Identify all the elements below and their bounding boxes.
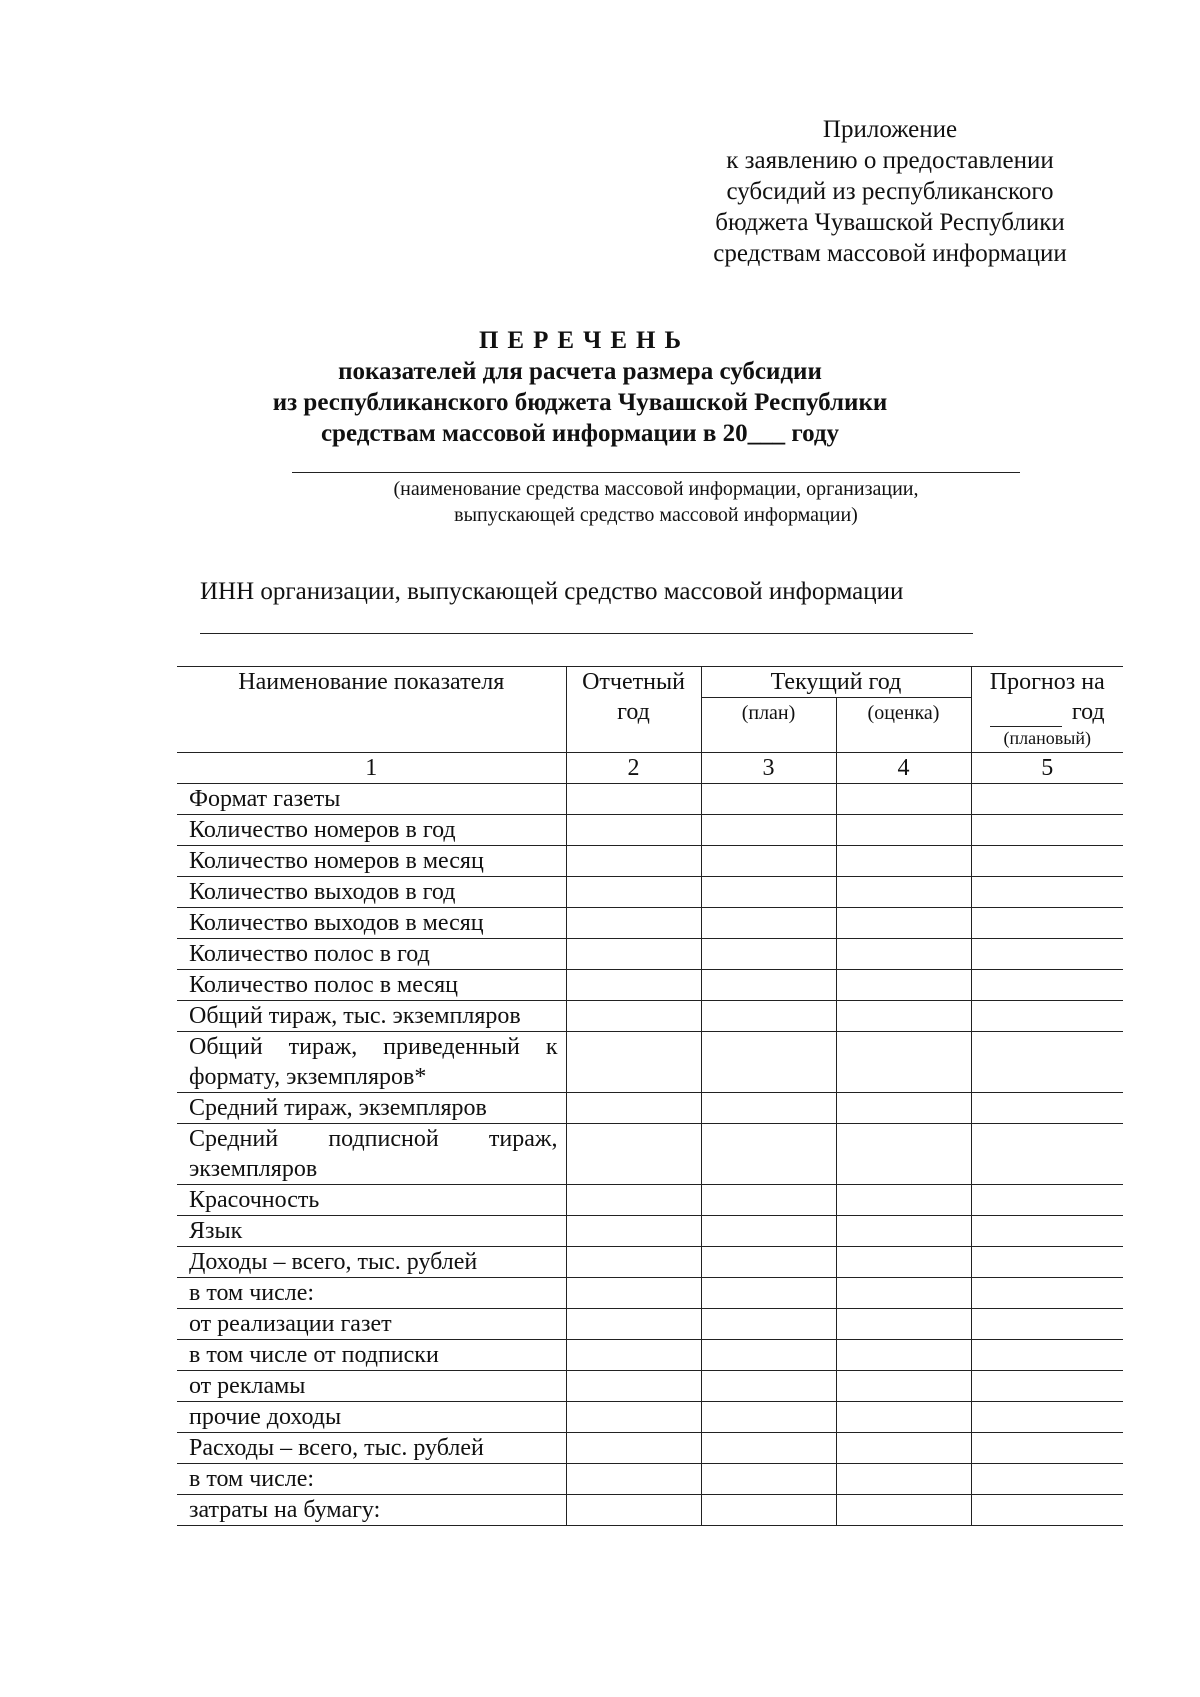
appendix-line: бюджета Чувашской Республики [715, 209, 1065, 236]
forecast-sub: (плановый) [1003, 728, 1091, 748]
plan-cell[interactable] [701, 1371, 836, 1402]
reporting-year-cell[interactable] [566, 1093, 701, 1124]
forecast-cell[interactable] [971, 1464, 1123, 1495]
indicator-name: Средний подписной тираж, экземпляров [177, 1124, 566, 1185]
forecast-cell[interactable] [971, 1093, 1123, 1124]
plan-cell[interactable] [701, 908, 836, 939]
plan-cell[interactable] [701, 1093, 836, 1124]
reporting-year-cell[interactable] [566, 1309, 701, 1340]
reporting-year-cell[interactable] [566, 1371, 701, 1402]
appendix-line: Приложение [822, 116, 958, 143]
forecast-cell[interactable] [971, 1124, 1123, 1185]
header-plan: (план) [701, 698, 836, 753]
reporting-year-cell[interactable] [566, 877, 701, 908]
table-row [177, 1278, 1123, 1309]
reporting-year-cell[interactable] [566, 1340, 701, 1371]
reporting-year-cell[interactable] [566, 1402, 701, 1433]
plan-cell[interactable] [701, 1309, 836, 1340]
reporting-year-cell[interactable] [566, 1124, 701, 1185]
plan-cell[interactable] [701, 939, 836, 970]
estimate-cell[interactable] [836, 846, 971, 877]
table-row [177, 1247, 1123, 1278]
reporting-year-cell[interactable] [566, 1278, 701, 1309]
plan-cell[interactable] [701, 1032, 836, 1093]
indicators-table [177, 666, 1123, 1526]
table-row [177, 877, 1123, 908]
estimate-cell[interactable] [836, 939, 971, 970]
indicator-name: Формат газеты [177, 784, 566, 815]
table-row [177, 1433, 1123, 1464]
reporting-year-cell[interactable] [566, 815, 701, 846]
indicator-name: Средний тираж, экземпляров [177, 1093, 566, 1124]
indicator-name: Количество номеров в месяц [177, 846, 566, 877]
estimate-cell[interactable] [836, 1495, 971, 1526]
table-row [177, 1093, 1123, 1124]
forecast-cell[interactable] [971, 1371, 1123, 1402]
table-row [177, 1464, 1123, 1495]
reporting-year-cell[interactable] [566, 1464, 701, 1495]
table-row [177, 1309, 1123, 1340]
estimate-cell[interactable] [836, 1185, 971, 1216]
plan-cell[interactable] [701, 1124, 836, 1185]
media-name-field[interactable] [292, 472, 1020, 473]
header-current-year: Текущий год [701, 667, 971, 698]
plan-cell[interactable] [701, 1340, 836, 1371]
reporting-year-cell[interactable] [566, 784, 701, 815]
reporting-year-cell[interactable] [566, 1216, 701, 1247]
inn-label: ИНН организации, выпускающей средство массовой информации [200, 578, 904, 605]
forecast-cell[interactable] [971, 877, 1123, 908]
indicator-name: от рекламы [177, 1371, 566, 1402]
table-row [177, 1402, 1123, 1433]
plan-cell[interactable] [701, 1495, 836, 1526]
reporting-year-cell[interactable] [566, 939, 701, 970]
title-line: средствам массовой информации в 20___ году [320, 420, 840, 447]
reporting-year-cell[interactable] [566, 846, 701, 877]
forecast-cell[interactable] [971, 1278, 1123, 1309]
indicator-name: прочие доходы [177, 1402, 566, 1433]
indicator-name: от реализации газет [177, 1309, 566, 1340]
reporting-year-cell[interactable] [566, 1495, 701, 1526]
document-title [200, 325, 960, 449]
header-reporting-year [566, 667, 701, 753]
appendix-line: к заявлению о предоставлении [726, 147, 1054, 174]
media-name-caption [292, 476, 1020, 528]
table-row [177, 1001, 1123, 1032]
appendix-line: субсидий из республиканского [726, 178, 1054, 205]
indicator-name: в том числе: [177, 1464, 566, 1495]
forecast-cell[interactable] [971, 1032, 1123, 1093]
header-indicator: Наименование показателя [177, 667, 566, 753]
forecast-cell[interactable] [971, 784, 1123, 815]
title-line: показателей для расчета размера субсидии [338, 358, 822, 385]
indicator-name: Общий тираж, приведенный к форматy, экземпляров* [177, 1032, 566, 1093]
estimate-cell[interactable] [836, 970, 971, 1001]
table-row [177, 1216, 1123, 1247]
forecast-cell[interactable] [971, 1402, 1123, 1433]
reporting-year-cell[interactable] [566, 1032, 701, 1093]
indicator-name: Доходы – всего, тыс. рублей [177, 1247, 566, 1278]
table-row [177, 815, 1123, 846]
forecast-label: Прогноз на [989, 669, 1105, 695]
forecast-cell[interactable] [971, 815, 1123, 846]
title-line: из республиканского бюджета Чувашской Республики [272, 389, 888, 416]
header-estimate: (оценка) [836, 698, 971, 753]
caption-line: выпускающей средство массовой информации) [454, 504, 858, 526]
estimate-cell[interactable] [836, 877, 971, 908]
reporting-year-cell[interactable] [566, 908, 701, 939]
appendix-note [690, 114, 1090, 269]
reporting-year-cell[interactable] [566, 1185, 701, 1216]
plan-cell[interactable] [701, 1278, 836, 1309]
estimate-cell[interactable] [836, 815, 971, 846]
indicator-name: Язык [177, 1216, 566, 1247]
reporting-year-cell[interactable] [566, 1247, 701, 1278]
indicator-name: в том числе: [177, 1278, 566, 1309]
estimate-cell[interactable] [836, 1247, 971, 1278]
indicator-name: Количество полос в год [177, 939, 566, 970]
estimate-cell[interactable] [836, 1433, 971, 1464]
plan-cell[interactable] [701, 1185, 836, 1216]
forecast-cell[interactable] [971, 1309, 1123, 1340]
table-row [177, 784, 1123, 815]
forecast-cell[interactable] [971, 1216, 1123, 1247]
plan-cell[interactable] [701, 1433, 836, 1464]
plan-cell[interactable] [701, 970, 836, 1001]
plan-cell[interactable] [701, 1402, 836, 1433]
column-number: 3 [701, 753, 836, 784]
forecast-cell[interactable] [971, 1340, 1123, 1371]
reporting-year-cell[interactable] [566, 970, 701, 1001]
forecast-cell[interactable] [971, 939, 1123, 970]
forecast-cell[interactable] [971, 1495, 1123, 1526]
table-row [177, 1124, 1123, 1185]
indicator-name: Расходы – всего, тыс. рублей [177, 1433, 566, 1464]
appendix-line: средствам массовой информации [713, 240, 1067, 267]
header-reporting-year-label: Отчетный год [582, 669, 685, 725]
column-number-row [177, 753, 1123, 784]
forecast-cell[interactable] [971, 1433, 1123, 1464]
forecast-cell[interactable] [971, 1001, 1123, 1032]
plan-cell[interactable] [701, 784, 836, 815]
table-row [177, 908, 1123, 939]
estimate-cell[interactable] [836, 1371, 971, 1402]
estimate-cell[interactable] [836, 1001, 971, 1032]
estimate-cell[interactable] [836, 1216, 971, 1247]
column-number: 4 [836, 753, 971, 784]
plan-cell[interactable] [701, 1001, 836, 1032]
estimate-cell[interactable] [836, 1278, 971, 1309]
title-main: ПЕРЕЧЕНЬ [478, 327, 691, 354]
table-row [177, 846, 1123, 877]
table-row [177, 1495, 1123, 1526]
table-row [177, 970, 1123, 1001]
estimate-cell[interactable] [836, 1402, 971, 1433]
table-row [177, 1032, 1123, 1093]
table-row [177, 1340, 1123, 1371]
plan-cell[interactable] [701, 846, 836, 877]
plan-cell[interactable] [701, 815, 836, 846]
inn-field[interactable] [200, 633, 973, 634]
estimate-cell[interactable] [836, 1093, 971, 1124]
column-number: 5 [971, 753, 1123, 784]
column-number: 1 [177, 753, 566, 784]
estimate-cell[interactable] [836, 1309, 971, 1340]
reporting-year-cell[interactable] [566, 1001, 701, 1032]
table-row [177, 1371, 1123, 1402]
estimate-cell[interactable] [836, 908, 971, 939]
forecast-year-line [972, 697, 1124, 727]
indicator-name: затраты на бумагу: [177, 1495, 566, 1526]
forecast-cell[interactable] [971, 970, 1123, 1001]
estimate-cell[interactable] [836, 1340, 971, 1371]
forecast-cell[interactable] [971, 846, 1123, 877]
plan-cell[interactable] [701, 877, 836, 908]
table-header-row [177, 667, 1123, 698]
forecast-year-word: год [1071, 699, 1105, 725]
table-row [177, 939, 1123, 970]
indicator-name: Количество выходов в месяц [177, 908, 566, 939]
header-forecast [971, 667, 1123, 753]
caption-line: (наименование средства массовой информации, организации, [393, 478, 919, 500]
forecast-cell[interactable] [971, 1185, 1123, 1216]
indicator-name: в том числе от подписки [177, 1340, 566, 1371]
indicator-name: Общий тираж, тыс. экземпляров [177, 1001, 566, 1032]
forecast-cell[interactable] [971, 1247, 1123, 1278]
forecast-cell[interactable] [971, 908, 1123, 939]
estimate-cell[interactable] [836, 1124, 971, 1185]
estimate-cell[interactable] [836, 1032, 971, 1093]
indicator-name: Количество полос в месяц [177, 970, 566, 1001]
plan-cell[interactable] [701, 1247, 836, 1278]
column-number: 2 [566, 753, 701, 784]
forecast-year-blank[interactable] [990, 704, 1062, 727]
indicator-name: Количество выходов в год [177, 877, 566, 908]
table-row [177, 1185, 1123, 1216]
estimate-cell[interactable] [836, 1464, 971, 1495]
plan-cell[interactable] [701, 1216, 836, 1247]
indicator-name: Количество номеров в год [177, 815, 566, 846]
reporting-year-cell[interactable] [566, 1433, 701, 1464]
plan-cell[interactable] [701, 1464, 836, 1495]
indicator-name: Красочность [177, 1185, 566, 1216]
estimate-cell[interactable] [836, 784, 971, 815]
